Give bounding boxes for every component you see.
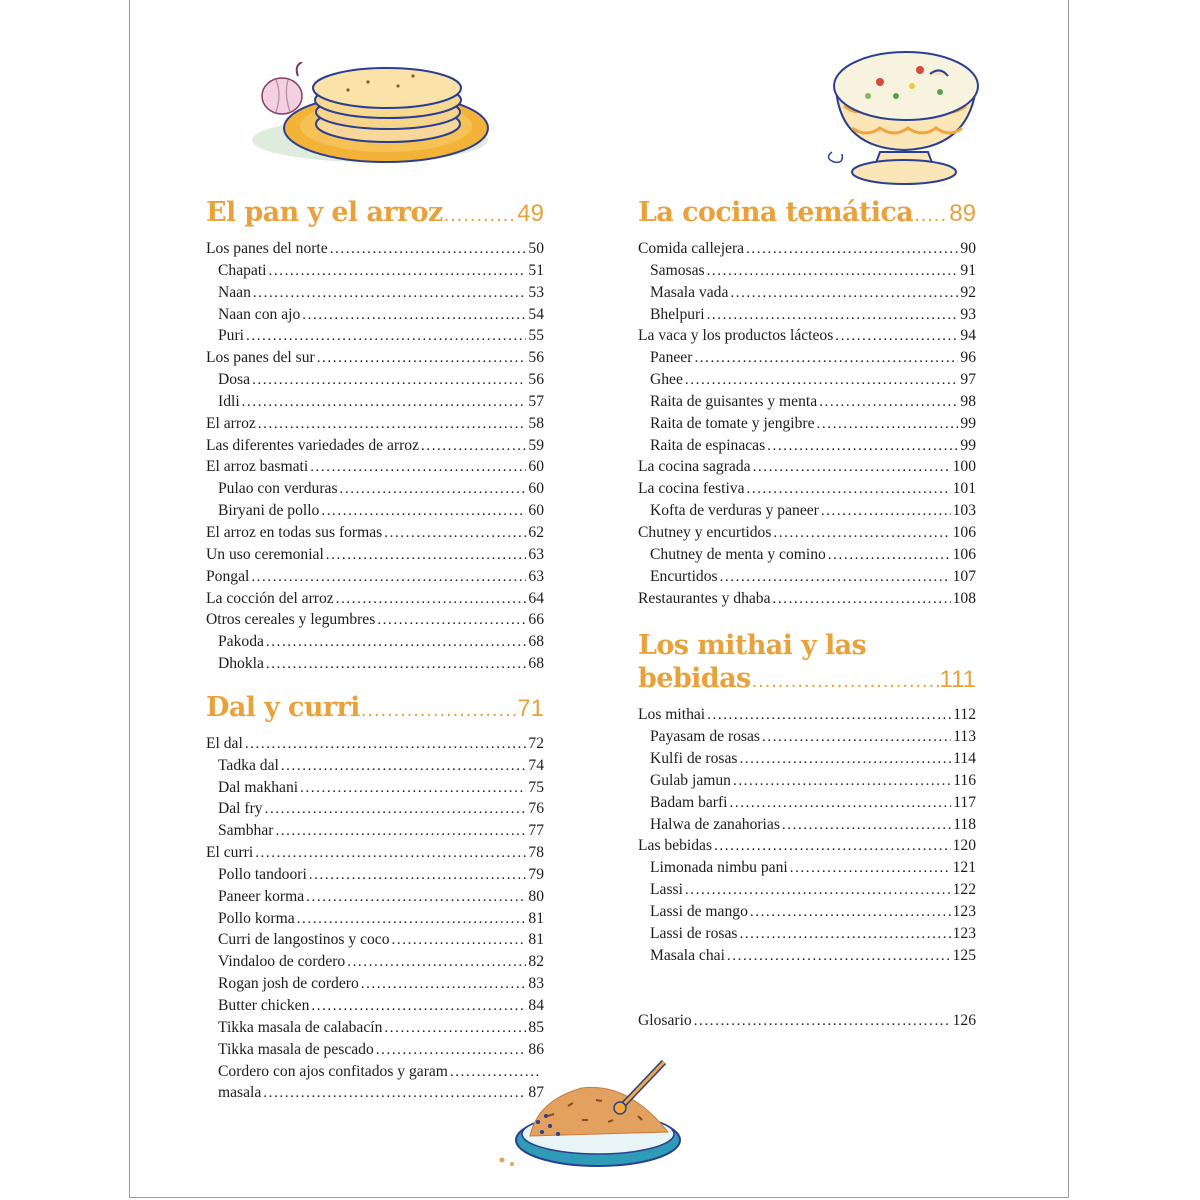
- toc-entry[interactable]: [206, 437, 544, 459]
- leader-dots: [730, 795, 952, 812]
- entry-label: Pongal: [206, 567, 250, 585]
- entry-page: 123: [952, 924, 976, 942]
- entries-pan-arroz: [206, 240, 544, 677]
- entry-page: 60: [528, 480, 544, 498]
- section-title-text: Dal y curri: [206, 691, 360, 723]
- entry-page: 56: [528, 349, 544, 367]
- entry-page: 126: [952, 1012, 976, 1030]
- entry-label: Los mithai: [638, 706, 706, 724]
- entry-label: El curri: [206, 844, 254, 862]
- entry-page: 78: [528, 844, 544, 862]
- toc-entry[interactable]: [206, 590, 544, 612]
- entry-label: Las bebidas: [638, 837, 713, 855]
- leader-dots: [685, 372, 959, 389]
- entry-page: 55: [528, 327, 544, 345]
- toc-entry[interactable]: [206, 1084, 544, 1106]
- entry-page: 82: [528, 953, 544, 971]
- entry-label: Ghee: [650, 371, 683, 389]
- toc-entry[interactable]: [638, 794, 976, 816]
- leader-dots: [750, 904, 951, 921]
- leader-dots: [275, 823, 526, 840]
- leader-dots: [347, 954, 526, 971]
- toc-entry[interactable]: [638, 881, 976, 903]
- entry-label: Masala vada: [650, 283, 729, 301]
- section-title-dal-curri[interactable]: [206, 691, 544, 727]
- entry-page: 51: [528, 261, 544, 279]
- entry-page: 106: [952, 523, 976, 541]
- leader-dots: [450, 1064, 542, 1081]
- leader-dots: [302, 307, 526, 324]
- entry-page: 120: [952, 837, 976, 855]
- entry-label: Butter chicken: [218, 997, 310, 1014]
- entry-label: Lassi de mango: [650, 902, 748, 920]
- toc-entry[interactable]: [206, 931, 544, 953]
- toc-entry[interactable]: [206, 415, 544, 437]
- toc-left-column: [206, 196, 544, 1106]
- leader-dots: [245, 736, 527, 753]
- entry-page: 53: [528, 283, 544, 301]
- entry-label: Dal fry: [218, 800, 263, 818]
- toc-entry[interactable]: [206, 284, 544, 306]
- entry-label: Paneer: [650, 349, 693, 367]
- toc-entry[interactable]: [638, 240, 976, 262]
- entry-page: 81: [528, 909, 544, 927]
- leader-dots: [753, 459, 951, 476]
- toc-entry[interactable]: [638, 393, 976, 415]
- toc-entry[interactable]: [206, 480, 544, 502]
- toc-entry[interactable]: [206, 349, 544, 371]
- entry-page: 93: [960, 305, 976, 323]
- entry-label: Comida callejera: [638, 240, 745, 257]
- entry-page: 77: [528, 822, 544, 840]
- entry-label: Los panes del sur: [206, 349, 315, 367]
- toc-entry[interactable]: [206, 822, 544, 844]
- leader-dots: [707, 263, 959, 280]
- entry-page: 100: [952, 458, 976, 476]
- leader-dots: [392, 932, 527, 949]
- toc-entry[interactable]: [638, 349, 976, 371]
- entry-label: Encurtidos: [650, 567, 718, 585]
- entry-page: 121: [952, 859, 976, 877]
- leader-dots: [263, 1085, 526, 1102]
- entry-page: 50: [528, 240, 544, 257]
- toc-entry[interactable]: [638, 903, 976, 925]
- leader-dots: [685, 882, 951, 899]
- entry-label: La cocción del arroz: [206, 589, 334, 607]
- entry-label: Pakoda: [218, 633, 264, 651]
- entry-label: Cordero con ajos confitados y garam: [218, 1062, 448, 1080]
- toc-entry[interactable]: [638, 371, 976, 393]
- entry-label: Vindaloo de cordero: [218, 953, 346, 971]
- leader-dots: [730, 285, 958, 302]
- entry-label: Masala chai: [650, 946, 725, 964]
- leader-dots: [727, 948, 951, 965]
- entry-page: 66: [528, 611, 544, 629]
- leader-dots: [720, 569, 951, 586]
- entry-page: 94: [960, 327, 976, 345]
- entry-page: 83: [528, 975, 544, 993]
- entry-page: 97: [960, 371, 976, 389]
- toc-entry[interactable]: [638, 947, 976, 969]
- entry-label: Rogan josh de cordero: [218, 975, 359, 993]
- flatbread-stack-illustration: [238, 62, 508, 172]
- toc-entry[interactable]: [206, 655, 544, 677]
- toc-entry[interactable]: [206, 546, 544, 568]
- leader-dots: [790, 860, 951, 877]
- section-page-number: 71: [517, 694, 544, 722]
- leader-dots: [326, 547, 527, 564]
- entry-page: 75: [528, 778, 544, 796]
- leader-dots: [376, 1042, 527, 1059]
- entry-page: 118: [953, 815, 976, 833]
- leader-dots: [281, 758, 527, 775]
- toc-entry-glosario[interactable]: [638, 1012, 976, 1034]
- toc-entry[interactable]: [206, 910, 544, 932]
- toc-entry[interactable]: [206, 371, 544, 393]
- toc-entry[interactable]: [206, 1041, 544, 1063]
- entry-label: Dosa: [218, 371, 251, 389]
- entry-page: 99: [960, 414, 976, 432]
- entry-label: Limonada nimbu pani: [650, 859, 788, 877]
- toc-entry[interactable]: [206, 779, 544, 801]
- leader-dots: [253, 285, 527, 302]
- leader-dots: [384, 1020, 526, 1037]
- toc-entry[interactable]: [638, 262, 976, 284]
- leader-dots: [914, 199, 948, 232]
- leader-dots: [330, 241, 527, 258]
- toc-entry[interactable]: [206, 327, 544, 349]
- toc-entry[interactable]: [206, 502, 544, 524]
- entry-label: Raita de tomate y jengibre: [650, 414, 815, 432]
- section-title-text-line2: bebidas: [638, 663, 751, 695]
- toc-entry[interactable]: [638, 458, 976, 480]
- leader-dots: [782, 817, 951, 834]
- entry-label: Puri: [218, 327, 244, 345]
- entry-label: Bhelpuri: [650, 305, 705, 323]
- entry-page: 54: [528, 305, 544, 323]
- leader-dots: [714, 838, 951, 855]
- toc-entry[interactable]: [206, 393, 544, 415]
- leader-dots: [306, 889, 526, 906]
- toc-entry[interactable]: [206, 1019, 544, 1041]
- entry-label: Raita de espinacas: [650, 436, 766, 454]
- leader-dots: [762, 729, 951, 746]
- entry-page: 80: [528, 887, 544, 905]
- entry-page: 68: [528, 633, 544, 651]
- entry-label: La cocina sagrada: [638, 458, 751, 476]
- entry-label: Tikka masala de pescado: [218, 1040, 374, 1058]
- entry-label: Kulfi de rosas: [650, 750, 738, 768]
- entry-page: 103: [952, 502, 976, 520]
- toc-right-column: [638, 196, 976, 1034]
- section-page-number: 49: [517, 200, 544, 227]
- entry-page: 74: [528, 756, 544, 774]
- entry-label: El arroz: [206, 414, 256, 432]
- entry-label: Tikka masala de calabacín: [218, 1018, 383, 1036]
- entry-label: Pollo tandoori: [218, 865, 307, 883]
- leader-dots: [733, 773, 951, 790]
- entry-label: masala: [218, 1084, 262, 1102]
- entry-label: Kofta de verduras y paneer: [650, 502, 819, 520]
- toc-entry[interactable]: [206, 524, 544, 546]
- leader-dots: [297, 911, 527, 928]
- leader-dots: [321, 503, 526, 520]
- entries-dal-curri: [206, 735, 544, 1063]
- entry-page: 101: [952, 480, 976, 498]
- leader-dots: [819, 394, 958, 411]
- entry-page: 81: [528, 931, 544, 949]
- entries-cocina-tematica: [638, 240, 976, 611]
- leader-dots: [251, 569, 526, 586]
- leader-dots: [258, 416, 527, 433]
- toc-entry[interactable]: [206, 1063, 544, 1085]
- toc-entry[interactable]: [638, 925, 976, 947]
- entry-page: 62: [528, 523, 544, 541]
- section-title-text: El pan y el arroz: [206, 197, 443, 228]
- toc-entry[interactable]: [638, 816, 976, 838]
- toc-entry[interactable]: [638, 415, 976, 437]
- toc-entry[interactable]: [638, 480, 976, 502]
- section-page-number: 111: [939, 666, 976, 694]
- toc-entry[interactable]: [638, 306, 976, 328]
- entry-page: 85: [528, 1018, 544, 1036]
- toc-entry[interactable]: [206, 240, 544, 262]
- leader-dots: [694, 1013, 951, 1030]
- section-page-number: 89: [949, 200, 976, 227]
- toc-entry[interactable]: [638, 728, 976, 750]
- entry-page: 113: [953, 728, 976, 746]
- entry-page: 98: [960, 392, 976, 410]
- entry-page: 117: [953, 793, 976, 811]
- entry-page: 60: [528, 458, 544, 476]
- entry-page: 58: [528, 414, 544, 432]
- leader-dots: [707, 307, 959, 324]
- entry-page: 79: [528, 865, 544, 883]
- entry-label: Naan: [218, 283, 251, 301]
- entry-label: Naan con ajo: [218, 305, 301, 323]
- entry-label: Chutney y encurtidos: [638, 523, 772, 541]
- leader-dots: [265, 801, 527, 818]
- leader-dots: [746, 241, 958, 258]
- entry-label: Idli: [218, 392, 240, 410]
- entry-page: 112: [953, 706, 976, 724]
- leader-dots: [773, 525, 950, 542]
- leader-dots: [707, 707, 951, 724]
- leader-dots: [266, 656, 527, 673]
- toc-entry[interactable]: [638, 502, 976, 524]
- leader-dots: [246, 328, 526, 345]
- entry-label: Curri de langostinos y coco: [218, 931, 390, 949]
- leader-dots: [311, 998, 526, 1015]
- entry-label: Otros cereales y legumbres: [206, 611, 376, 629]
- toc-entry[interactable]: [206, 975, 544, 997]
- section-title-cocina-tematica[interactable]: [638, 196, 976, 232]
- leader-dots: [361, 976, 527, 993]
- leader-dots: [835, 328, 958, 345]
- entries-mithai-bebidas: [638, 706, 976, 968]
- toc-entry[interactable]: [638, 284, 976, 306]
- leader-dots: [739, 751, 951, 768]
- leader-dots: [266, 634, 527, 651]
- toc-entry[interactable]: [638, 837, 976, 859]
- leader-dots: [773, 591, 951, 608]
- entry-label: Raita de guisantes y menta: [650, 392, 818, 410]
- entry-label: Samosas: [650, 261, 705, 279]
- entry-page: 99: [960, 436, 976, 454]
- section-title-text: La cocina temática: [638, 197, 914, 228]
- toc-entry[interactable]: [638, 706, 976, 728]
- entry-label: Sambhar: [218, 822, 274, 840]
- entry-page: 123: [952, 902, 976, 920]
- toc-entry[interactable]: [206, 844, 544, 866]
- entry-page: 86: [528, 1040, 544, 1058]
- leader-dots: [336, 591, 527, 608]
- toc-entry[interactable]: [206, 735, 544, 757]
- toc-entry[interactable]: [206, 757, 544, 779]
- entry-page: 84: [528, 997, 544, 1014]
- entry-page: 63: [528, 567, 544, 585]
- leader-dots: [421, 438, 526, 455]
- entry-label: Badam barfi: [650, 793, 728, 811]
- leader-dots: [255, 845, 526, 862]
- entry-label: Pollo korma: [218, 909, 295, 927]
- entry-page: 68: [528, 655, 544, 673]
- leader-dots: [309, 867, 527, 884]
- entry-label: El arroz basmati: [206, 458, 309, 476]
- toc-entry[interactable]: [206, 953, 544, 975]
- entry-page: 92: [960, 283, 976, 301]
- entry-page: 60: [528, 502, 544, 520]
- leader-dots: [377, 612, 526, 629]
- entry-label: El dal: [206, 734, 243, 752]
- entry-label: Chapati: [218, 261, 267, 279]
- leader-dots: [317, 350, 527, 367]
- entry-label: Glosario: [638, 1012, 692, 1030]
- entry-page: 59: [528, 436, 544, 454]
- toc-entry[interactable]: [638, 590, 976, 612]
- entry-page: 114: [953, 750, 976, 768]
- toc-entry[interactable]: [638, 437, 976, 459]
- entry-page: 125: [952, 946, 976, 964]
- leader-dots: [269, 263, 527, 280]
- leader-dots: [384, 525, 526, 542]
- entry-label: Lassi de rosas: [650, 924, 738, 942]
- toc-entry[interactable]: [206, 568, 544, 590]
- entry-label: Chutney de menta y comino: [650, 545, 826, 563]
- entry-page: 108: [952, 589, 976, 607]
- entry-label: Gulab jamun: [650, 771, 731, 789]
- leader-dots: [828, 547, 951, 564]
- entry-page: 107: [952, 567, 976, 585]
- toc-entry[interactable]: [206, 306, 544, 328]
- toc-entry[interactable]: [638, 327, 976, 349]
- entry-page: 63: [528, 545, 544, 563]
- leader-dots: [361, 694, 516, 727]
- entry-label: Un uso ceremonial: [206, 545, 324, 563]
- leader-dots: [444, 199, 517, 232]
- entry-label: Paneer korma: [218, 887, 305, 905]
- entry-label: Pulao con verduras: [218, 480, 338, 498]
- entry-page: 122: [952, 881, 976, 899]
- section-title-pan-arroz[interactable]: [206, 196, 544, 232]
- entry-page: 106: [952, 545, 976, 563]
- toc-entry[interactable]: [206, 611, 544, 633]
- leader-dots: [242, 394, 527, 411]
- entry-page: 91: [960, 261, 976, 279]
- toc-entry[interactable]: [638, 524, 976, 546]
- toc-entry[interactable]: [206, 458, 544, 480]
- leader-dots: [340, 481, 527, 498]
- entry-label: Payasam de rosas: [650, 728, 760, 746]
- leader-dots: [821, 503, 951, 520]
- toc-entry[interactable]: [638, 546, 976, 568]
- entry-label: Lassi: [650, 881, 683, 899]
- toc-entry[interactable]: [206, 997, 544, 1019]
- entry-page: 72: [528, 734, 544, 752]
- toc-entry[interactable]: [638, 772, 976, 794]
- entry-label: Halwa de zanahorias: [650, 815, 780, 833]
- toc-entry[interactable]: [206, 633, 544, 655]
- section-title-text-line1: Los mithai y las: [638, 630, 867, 662]
- leader-dots: [739, 926, 950, 943]
- entry-label: La cocina festiva: [638, 480, 745, 498]
- entry-label: Los panes del norte: [206, 240, 328, 257]
- leader-dots: [752, 665, 939, 698]
- toc-entry[interactable]: [638, 568, 976, 590]
- leader-dots: [300, 780, 526, 797]
- entry-label: La vaca y los productos lácteos: [638, 327, 834, 345]
- entry-label: Dal makhani: [218, 778, 299, 796]
- entry-page: 90: [960, 240, 976, 257]
- entry-page: 87: [528, 1084, 544, 1102]
- entry-page: 116: [953, 771, 976, 789]
- entry-page: 96: [960, 349, 976, 367]
- entry-label: Tadka dal: [218, 756, 279, 774]
- entry-page: 64: [528, 589, 544, 607]
- leader-dots: [767, 438, 958, 455]
- toc-entry[interactable]: [638, 750, 976, 772]
- toc-entry[interactable]: [206, 888, 544, 910]
- entry-page: 57: [528, 392, 544, 410]
- leader-dots: [310, 459, 526, 476]
- dessert-bowl-illustration: [820, 40, 990, 190]
- entry-page: 76: [528, 800, 544, 818]
- leader-dots: [252, 372, 526, 389]
- section-title-mithai-bebidas[interactable]: [638, 629, 976, 698]
- entry-label: Dhokla: [218, 655, 264, 673]
- leader-dots: [694, 350, 958, 367]
- toc-entry[interactable]: [638, 859, 976, 881]
- leader-dots: [747, 481, 951, 498]
- entry-label: El arroz en todas sus formas: [206, 523, 383, 541]
- entry-label: Las diferentes variedades de arroz: [206, 436, 419, 454]
- toc-entry[interactable]: [206, 800, 544, 822]
- entry-label: Biryani de pollo: [218, 502, 320, 520]
- leader-dots: [817, 416, 959, 433]
- entry-label: Restaurantes y dhaba: [638, 589, 771, 607]
- entry-page: 56: [528, 371, 544, 389]
- toc-entry[interactable]: [206, 262, 544, 284]
- toc-entry[interactable]: [206, 866, 544, 888]
